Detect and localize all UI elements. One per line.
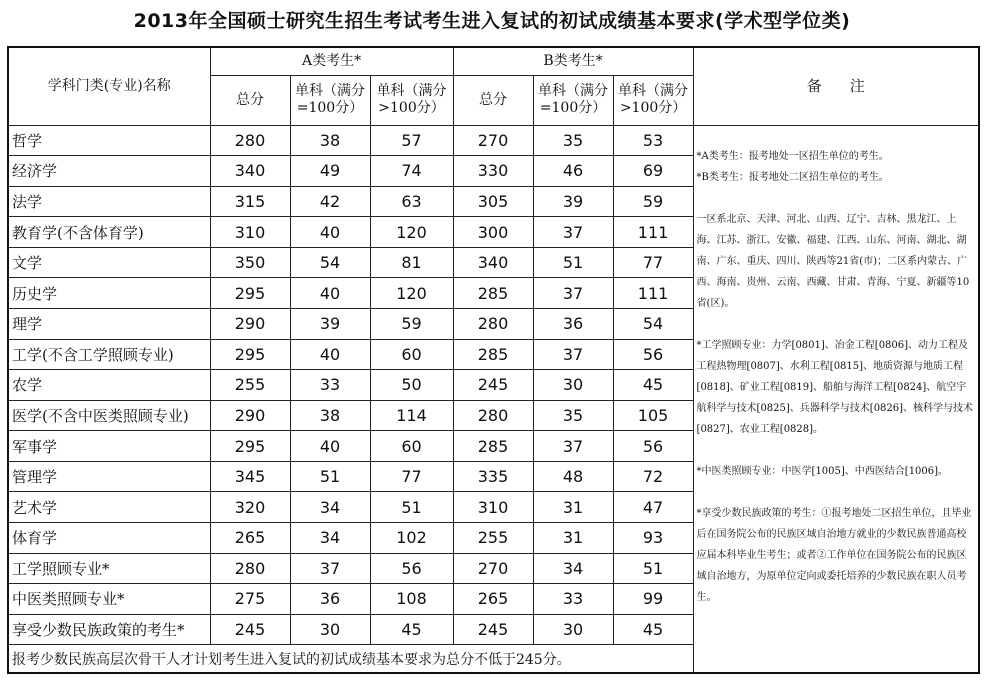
score-b-single100: 39 (533, 186, 613, 217)
b-single-gt100-header: 单科（满分>100分） (613, 75, 693, 125)
note-paragraph: *中医类照顾专业：中医学[1005]、中西医结合[1006]。 (696, 465, 949, 477)
score-a-single-gt100: 50 (370, 370, 453, 401)
score-a-single100: 51 (290, 461, 370, 492)
subject-name: 艺术学 (8, 492, 210, 523)
score-a-single100: 40 (290, 339, 370, 370)
score-a-single-gt100: 63 (370, 186, 453, 217)
score-a-total: 350 (210, 247, 290, 278)
score-a-single100: 36 (290, 584, 370, 615)
score-a-single-gt100: 60 (370, 431, 453, 462)
b-total-header: 总分 (453, 75, 533, 125)
score-a-single100: 42 (290, 186, 370, 217)
score-b-total: 335 (453, 461, 533, 492)
score-b-total: 310 (453, 492, 533, 523)
score-a-total: 280 (210, 553, 290, 584)
subject-name: 哲学 (8, 125, 210, 156)
subject-name: 工学照顾专业* (8, 553, 210, 584)
score-b-total: 255 (453, 523, 533, 554)
score-b-total: 330 (453, 156, 533, 187)
score-b-total: 265 (453, 584, 533, 615)
score-b-total: 285 (453, 339, 533, 370)
score-a-single-gt100: 56 (370, 553, 453, 584)
subject-name: 医学(不含中医类照顾专业) (8, 400, 210, 431)
score-b-total: 245 (453, 370, 533, 401)
score-b-single-gt100: 99 (613, 584, 693, 615)
score-a-single100: 38 (290, 400, 370, 431)
score-a-single-gt100: 60 (370, 339, 453, 370)
note-paragraph: *工学照顾专业：力学[0801]、冶金工程[0806]、动力工程及工程热物理[0807]、水利工程[0815]、地质资源与地质工程[0818]、矿业工程[0819]、船舶与海洋工程[0824]、航空宇航科学与技术[0825]、兵器科学与技术[0826]、核科学与技术[0827]、农业工程[0828]。 (696, 339, 974, 435)
score-a-single-gt100: 77 (370, 461, 453, 492)
score-a-single100: 37 (290, 553, 370, 584)
note-paragraph: *享受少数民族政策的考生：①报考地处二区招生单位，且毕业后在国务院公布的民族区域自治地方就业的少数民族普通高校应届本科毕业生考生；或者②工作单位在国务院公布的民族区域自治地方，为原单位定向或委托培养的少数民族在职人员考生。 (696, 507, 972, 603)
score-b-single-gt100: 47 (613, 492, 693, 523)
score-a-single100: 39 (290, 308, 370, 339)
subject-name: 体育学 (8, 523, 210, 554)
score-b-single-gt100: 59 (613, 186, 693, 217)
score-b-single-gt100: 93 (613, 523, 693, 554)
score-b-single-gt100: 111 (613, 217, 693, 248)
score-b-single-gt100: 105 (613, 400, 693, 431)
b-single100-header: 单科（满分=100分） (533, 75, 613, 125)
score-b-single100: 37 (533, 217, 613, 248)
group-a-header: A类考生* (210, 47, 453, 75)
score-a-single-gt100: 120 (370, 217, 453, 248)
score-b-single100: 31 (533, 523, 613, 554)
score-a-total: 275 (210, 584, 290, 615)
score-b-total: 245 (453, 614, 533, 645)
subject-name: 历史学 (8, 278, 210, 309)
score-b-single100: 33 (533, 584, 613, 615)
score-a-total: 280 (210, 125, 290, 156)
a-single100-header: 单科（满分=100分） (290, 75, 370, 125)
subject-name: 工学(不含工学照顾专业) (8, 339, 210, 370)
notes-panel (693, 125, 979, 673)
score-a-single100: 38 (290, 125, 370, 156)
score-b-total: 305 (453, 186, 533, 217)
score-a-single-gt100: 114 (370, 400, 453, 431)
score-table (7, 46, 980, 674)
score-a-total: 245 (210, 614, 290, 645)
score-a-total: 290 (210, 400, 290, 431)
subject-name: 教育学(不含体育学) (8, 217, 210, 248)
score-b-single100: 51 (533, 247, 613, 278)
score-b-single100: 37 (533, 278, 613, 309)
note-paragraph: 一区系北京、天津、河北、山西、辽宁、吉林、黑龙江、上海、江苏、浙江、安徽、福建、江西、山东、河南、湖北、湖南、广东、重庆、四川、陕西等21省(市)；二区系内蒙古、广西、海南、贵州、云南、西藏、甘肃、青海、宁夏、新疆等10省(区)。 (696, 213, 970, 309)
score-a-total: 265 (210, 523, 290, 554)
score-a-total: 310 (210, 217, 290, 248)
score-a-single-gt100: 102 (370, 523, 453, 554)
score-b-single100: 48 (533, 461, 613, 492)
score-b-total: 340 (453, 247, 533, 278)
score-a-total: 345 (210, 461, 290, 492)
score-b-total: 300 (453, 217, 533, 248)
score-a-single100: 40 (290, 278, 370, 309)
score-b-single100: 35 (533, 125, 613, 156)
score-a-single100: 34 (290, 523, 370, 554)
subject-name: 中医类照顾专业* (8, 584, 210, 615)
score-a-single100: 54 (290, 247, 370, 278)
score-a-single-gt100: 108 (370, 584, 453, 615)
subject-name: 文学 (8, 247, 210, 278)
score-a-total: 290 (210, 308, 290, 339)
score-rows (8, 125, 979, 673)
score-a-total: 315 (210, 186, 290, 217)
score-b-total: 280 (453, 400, 533, 431)
score-b-single-gt100: 45 (613, 370, 693, 401)
table-row (8, 125, 979, 156)
score-b-single100: 30 (533, 614, 613, 645)
note-paragraph: *A类考生：报考地处一区招生单位的考生。 *B类考生：报考地处二区招生单位的考生。 (696, 150, 889, 183)
score-b-single100: 30 (533, 370, 613, 401)
score-b-single100: 46 (533, 156, 613, 187)
subject-name: 管理学 (8, 461, 210, 492)
score-b-total: 285 (453, 278, 533, 309)
score-b-total: 280 (453, 308, 533, 339)
score-a-total: 295 (210, 339, 290, 370)
score-a-single-gt100: 120 (370, 278, 453, 309)
score-a-single100: 40 (290, 217, 370, 248)
group-b-header: B类考生* (453, 47, 693, 75)
score-a-single-gt100: 51 (370, 492, 453, 523)
score-b-single100: 37 (533, 339, 613, 370)
score-b-single100: 35 (533, 400, 613, 431)
subject-name: 经济学 (8, 156, 210, 187)
score-a-total: 255 (210, 370, 290, 401)
score-a-total: 320 (210, 492, 290, 523)
score-b-single100: 34 (533, 553, 613, 584)
score-a-single-gt100: 45 (370, 614, 453, 645)
score-b-single100: 31 (533, 492, 613, 523)
a-single-gt100-header: 单科（满分>100分） (370, 75, 453, 125)
score-b-single-gt100: 56 (613, 431, 693, 462)
score-b-single-gt100: 54 (613, 308, 693, 339)
score-b-single-gt100: 51 (613, 553, 693, 584)
page-title: 2013年全国硕士研究生招生考试考生进入复试的初试成绩基本要求(学术型学位类) (133, 10, 851, 32)
score-a-single100: 34 (290, 492, 370, 523)
score-b-total: 270 (453, 125, 533, 156)
notes-header: 备注 (693, 47, 979, 125)
score-a-total: 295 (210, 278, 290, 309)
score-b-single-gt100: 69 (613, 156, 693, 187)
score-a-total: 295 (210, 431, 290, 462)
subject-name: 农学 (8, 370, 210, 401)
score-b-single100: 37 (533, 431, 613, 462)
score-b-total: 270 (453, 553, 533, 584)
score-a-single100: 30 (290, 614, 370, 645)
score-a-single-gt100: 74 (370, 156, 453, 187)
subject-name: 理学 (8, 308, 210, 339)
score-b-single-gt100: 111 (613, 278, 693, 309)
score-a-total: 340 (210, 156, 290, 187)
score-b-single-gt100: 56 (613, 339, 693, 370)
score-b-single-gt100: 45 (613, 614, 693, 645)
score-a-single100: 40 (290, 431, 370, 462)
score-a-single-gt100: 81 (370, 247, 453, 278)
score-a-single-gt100: 59 (370, 308, 453, 339)
score-b-single-gt100: 72 (613, 461, 693, 492)
subject-col-header: 学科门类(专业)名称 (8, 47, 210, 125)
score-a-single-gt100: 57 (370, 125, 453, 156)
score-a-single100: 33 (290, 370, 370, 401)
score-b-single100: 36 (533, 308, 613, 339)
a-total-header: 总分 (210, 75, 290, 125)
subject-name: 法学 (8, 186, 210, 217)
score-a-single100: 49 (290, 156, 370, 187)
subject-name: 军事学 (8, 431, 210, 462)
score-b-single-gt100: 53 (613, 125, 693, 156)
score-b-single-gt100: 77 (613, 247, 693, 278)
score-b-total: 285 (453, 431, 533, 462)
subject-name: 享受少数民族政策的考生* (8, 614, 210, 645)
footer-note: 报考少数民族高层次骨干人才计划考生进入复试的初试成绩基本要求为总分不低于245分。 (8, 645, 693, 673)
